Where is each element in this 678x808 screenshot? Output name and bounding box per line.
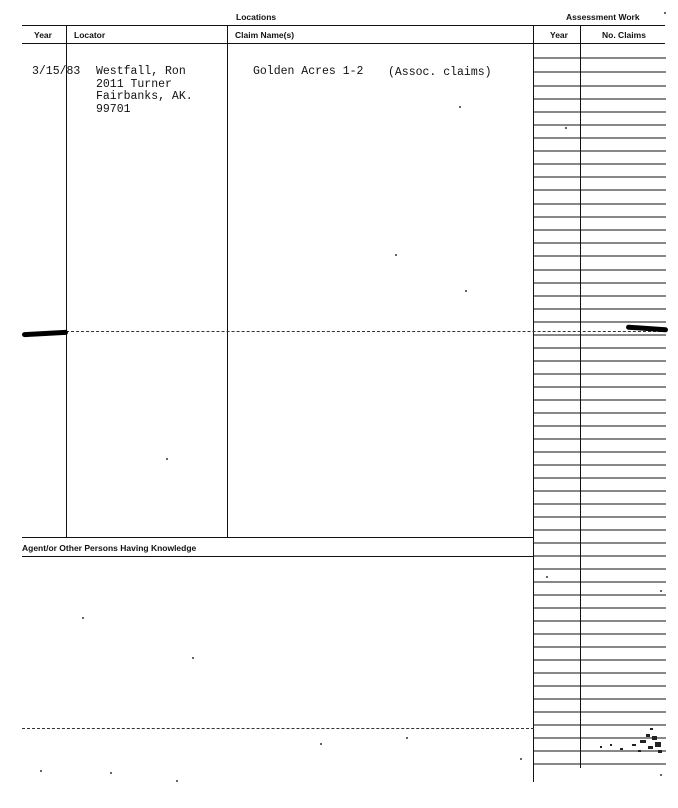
year-locator-divider: [66, 25, 67, 537]
locations-bottom-rule: [22, 537, 534, 538]
locator-claim-divider: [227, 25, 228, 537]
entry-locator: [96, 66, 193, 116]
locator-line-city: Fairbanks, AK.: [96, 90, 193, 103]
entry-claim-name: Golden Acres 1-2: [253, 65, 364, 78]
section-separator-dashed: [66, 331, 666, 332]
lower-dashed-line: [22, 728, 534, 729]
header-locator: Locator: [74, 30, 106, 40]
scan-speck: [660, 590, 662, 592]
scan-speck: [395, 254, 397, 256]
scan-speck: [166, 458, 168, 460]
binder-mark-left: [22, 330, 68, 337]
header-claim-names: Claim Name(s): [235, 30, 295, 40]
locator-line-street: 2011 Turner: [96, 77, 172, 91]
agent-section-rule: [22, 556, 534, 557]
scan-speck: [660, 774, 662, 776]
header-top-rule: [22, 25, 665, 26]
scan-speck: [320, 743, 322, 745]
locator-line-zip: 99701: [96, 102, 131, 116]
scan-speck: [176, 780, 178, 782]
scan-speck: [406, 737, 408, 739]
entry-date: 3/15/83: [32, 65, 81, 78]
scan-speck: [82, 617, 84, 619]
scan-noise-cluster: [580, 722, 666, 758]
entry-claim-note: (Assoc. claims): [388, 66, 492, 79]
assessment-ruled-lines: [534, 44, 666, 774]
scan-speck: [565, 127, 567, 129]
assessment-work-title: Assessment Work: [566, 12, 640, 22]
header-aw-year: Year: [550, 30, 568, 40]
scan-speck: [40, 770, 42, 772]
scan-speck: [465, 290, 467, 292]
scan-speck: [664, 12, 666, 14]
scan-speck: [546, 576, 548, 578]
scan-speck: [110, 772, 112, 774]
scan-speck: [192, 657, 194, 659]
locator-line-name: Westfall, Ron: [96, 65, 186, 78]
agent-section-label: Agent/or Other Persons Having Knowledge: [22, 543, 197, 553]
header-aw-no-claims: No. Claims: [602, 30, 646, 40]
scan-speck: [520, 758, 522, 760]
header-year: Year: [34, 30, 52, 40]
scan-speck: [459, 106, 461, 108]
locations-title: Locations: [236, 12, 277, 22]
